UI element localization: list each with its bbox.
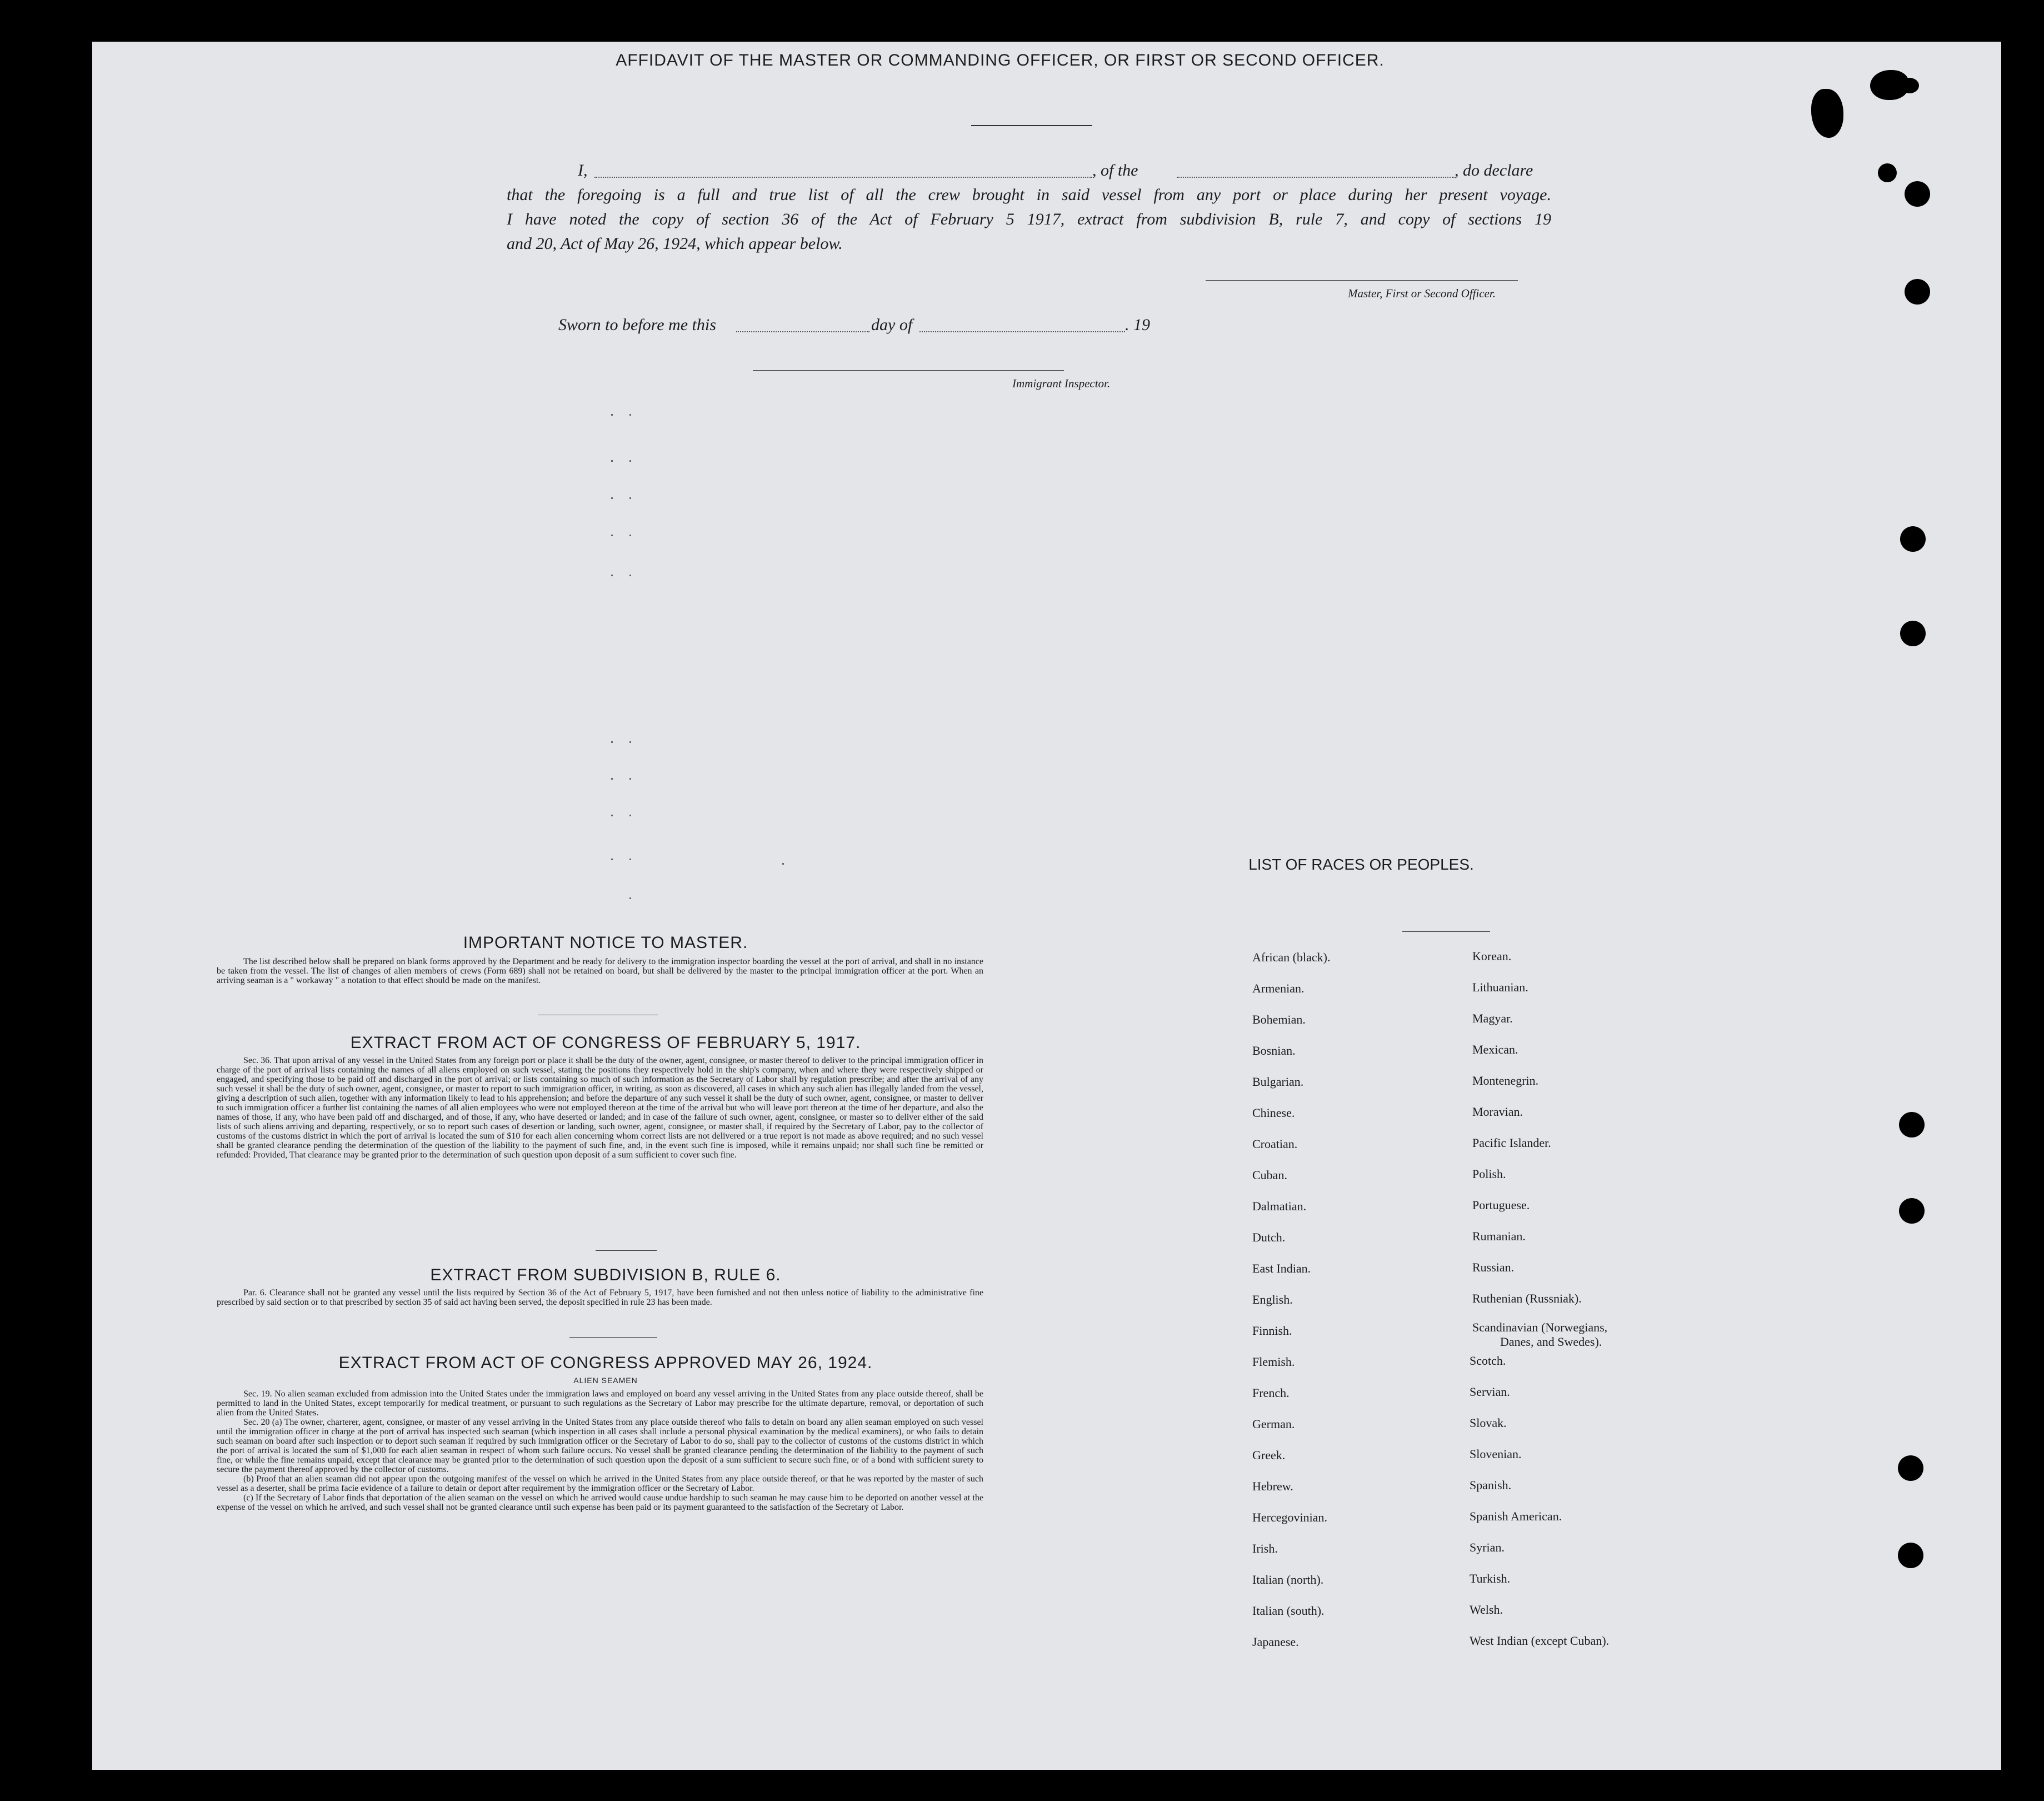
faint-mark [629,859,631,860]
rule-6-body: Par. 6. Clearance shall not be granted any vessel until the lists required by Section 36 of the Act of February 5, 1917, have been furnished and not then unless notice of liability to the administrative fine prescribed by said section or to that prescribed by section 35 of said act having been served, the deposit specified in rule 23 has been made. [217,1288,983,1307]
race-right: Korean. [1472,949,1512,963]
faint-mark [629,741,631,743]
race-right: Turkish. [1470,1571,1511,1585]
binder-hole [1899,1198,1925,1224]
race-right: Magyar. [1472,1011,1513,1025]
race-left: Bohemian. [1252,1012,1306,1026]
notice-body: The list described below shall be prepared on blank forms approved by the Department and be ready for delivery to the immigration inspector boarding the vessel at the port of arrival, and shall in no instance be taken from the vessel. The list of changes of alien members of crews (Form 689) shall not be retained on board, but shall be delivered by the master to the principal immigration officer at the port. When an arriving seaman is a " workaway " a notation to that effect should be made on the manifest. [217,957,983,985]
race-right: Slovenian. [1470,1447,1522,1461]
vessel-blank [1177,177,1455,178]
inspector-signature-line [753,370,1064,371]
race-left: Croatian. [1252,1137,1298,1151]
faint-mark [629,778,631,780]
race-right: Russian. [1472,1260,1515,1274]
race-left: Chinese. [1252,1106,1295,1120]
extract-1924-sec-20a: Sec. 20 (a) The owner, charterer, agent, consignee, or master of any vessel arriving in the United States from any place outside thereof who fails to detain on board any alien seaman employed on such vessel until the immigration officer in charge at the port of arrival has inspected such seaman (which inspection in all cases shall include a personal physical examination by the medical examiners), or who fails to detain such seaman on board after such inspection or to deport such seaman if required by such immigration officer or the Secretary of Labor to do so, shall pay to the collector of customs of the customs district in which the port of arrival is located the sum of $1,000 for each alien seaman in respect of whom such failure occurs. No vessel shall be granted clearance pending the determination of the liability to the payment of such fine, or while the fine remains unpaid, except that clearance may be granted prior to the determination of such question upon the deposit of a sum sufficient to secure such fine, or of a bond with sufficient surety to secure the payment thereof approved by the collector of customs. [217,1418,983,1474]
binder-hole [1899,1112,1925,1138]
race-right: Pacific Islander. [1472,1136,1551,1150]
faint-mark [611,497,613,499]
race-left: Bulgarian. [1252,1075,1304,1089]
affidavit-line-4: and 20, Act of May 26, 1924, which appear below. [507,235,843,253]
faint-mark [629,535,631,536]
faint-mark [611,535,613,536]
master-signature-line [1206,280,1518,281]
sworn-day: day of [871,316,913,334]
race-right: Montenegrin. [1472,1074,1539,1087]
race-left: Armenian. [1252,981,1305,995]
ink-blot [1900,78,1919,93]
race-right: Scotch. [1470,1354,1506,1368]
race-left: Hercegovinian. [1252,1510,1327,1524]
binder-hole [1898,1543,1923,1568]
faint-mark [782,863,784,865]
affidavit-declare: , do declare [1455,161,1533,179]
faint-mark [629,414,631,416]
faint-mark [611,859,613,860]
race-left: Dutch. [1252,1230,1286,1244]
master-caption: Master, First or Second Officer. [1348,287,1496,300]
race-right: Lithuanian. [1472,980,1528,994]
race-right: Servian. [1470,1385,1510,1399]
race-left: East Indian. [1252,1261,1311,1275]
binder-hole [1905,181,1930,207]
extract-1917-divider [596,1250,657,1251]
race-right: Scandinavian (Norwegians, [1472,1320,1608,1334]
faint-mark [611,741,613,743]
race-left: Hebrew. [1252,1479,1293,1493]
race-right: Rumanian. [1472,1229,1526,1243]
race-right: Moravian. [1472,1105,1523,1119]
race-left: German. [1252,1417,1295,1431]
race-right: Spanish American. [1470,1509,1562,1523]
faint-mark [611,815,613,816]
race-left: Japanese. [1252,1635,1299,1649]
sworn-month-blank [919,331,1125,332]
race-right: Portuguese. [1472,1198,1530,1212]
extract-1924-heading: EXTRACT FROM ACT OF CONGRESS APPROVED MAY 26, 1924. [338,1354,873,1372]
binder-hole [1898,1455,1923,1481]
affidavit-of-the: , of the [1092,161,1138,179]
extract-1924-sec-20c: (c) If the Secretary of Labor finds that deportation of the alien seaman on the vessel on which he arrived would cause undue hardship to such seaman he may cause him to be deported on another vessel at the expense of the vessel on which he arrived, and such vessel shall not be granted clearance until such expense has been paid or its payment guaranteed to the satisfaction of the Secretary of Labor. [217,1493,983,1512]
sworn-prefix: Sworn to before me this [558,316,716,334]
race-right: Ruthenian (Russniak). [1472,1291,1582,1305]
race-left: Italian (north). [1252,1573,1324,1587]
faint-mark [629,575,631,576]
race-left: English. [1252,1293,1293,1306]
extract-1924-subheading: ALIEN SEAMEN [573,1376,638,1385]
races-title: LIST OF RACES OR PEOPLES. [1248,856,1474,873]
race-left: African (black). [1252,950,1331,964]
race-left: Greek. [1252,1448,1286,1462]
race-right: Mexican. [1472,1042,1518,1056]
faint-mark [629,897,631,899]
races-title-underline [1402,931,1490,932]
race-left: Cuban. [1252,1168,1287,1182]
binder-hole-partial [1878,163,1897,182]
rule-6-divider [569,1337,657,1338]
faint-mark [629,460,631,462]
race-right: Slovak. [1470,1416,1507,1430]
extract-1924-sec-19: Sec. 19. No alien seaman excluded from admission into the United States under the immigration laws and employed on board any vessel arriving in the United States from any place outside thereof, shall be permitted to land in the United States, except temporarily for medical treatment, or pursuant to such regulations as the Secretary of Labor may prescribe for the ultimate departure, removal, or deportation of such alien from the United States. [217,1389,983,1418]
affidavit-i: I, [578,161,588,179]
race-left: Dalmatian. [1252,1199,1307,1213]
binder-hole [1900,621,1926,646]
notice-heading: IMPORTANT NOTICE TO MASTER. [463,934,748,952]
race-right: Syrian. [1470,1540,1505,1554]
affidavit-title: AFFIDAVIT OF THE MASTER OR COMMANDING OFFICER, OR FIRST OR SECOND OFFICER. [616,51,1385,69]
race-right: Welsh. [1470,1603,1503,1617]
binder-hole [1905,279,1930,305]
inspector-caption: Immigrant Inspector. [1012,377,1111,390]
rule-6-heading: EXTRACT FROM SUBDIVISION B, RULE 6. [430,1266,781,1284]
sworn-year: . 19 [1125,316,1150,334]
faint-mark [611,460,613,462]
extract-1924-body [217,1389,983,1512]
extract-1924-sec-20b: (b) Proof that an alien seaman did not appear upon the outgoing manifest of the vessel on which he arrived in the United States from any place outside thereof, or that he was reported by the master of such vessel as a deserter, shall be prima facie evidence of a failure to detain or deport after requirement by the immigration officer or the Secretary of Labor. [217,1474,983,1493]
race-right: Polish. [1472,1167,1506,1181]
race-left: Irish. [1252,1541,1278,1555]
faint-mark [629,497,631,499]
sworn-day-blank [736,331,869,332]
race-right-continuation: Danes, and Swedes). [1500,1335,1602,1349]
faint-mark [611,414,613,416]
race-left: French. [1252,1386,1290,1400]
affidavit-line-2: that the foregoing is a full and true list of all the crew brought in said vessel from any port or place during her present voyage. [507,186,1551,204]
race-left: Italian (south). [1252,1604,1325,1618]
race-left: Bosnian. [1252,1044,1296,1057]
race-left: Finnish. [1252,1324,1292,1338]
faint-mark [611,778,613,780]
extract-1917-body: Sec. 36. That upon arrival of any vessel in the United States from any foreign port or place it shall be the duty of the owner, agent, consignee, or master thereof to deliver to the principal immigration officer in charge of the port of arrival lists containing the names of all aliens employed on such vessel, stating the positions they respectively hold in the ship's company, when and where they were respectively shipped or engaged, and specifying those to be paid off and discharged in the port of arrival; or lists containing so much of such information as the Secretary of Labor shall by regulation prescribe; and after the arrival of any such vessel it shall be the duty of such owner, agent, consignee, or master to report to such immigration officer, in writing, as soon as discovered, all cases in which any such alien has illegally landed from the vessel, giving a description of such alien, together with any information likely to lead to his apprehension; and before the departure of any such vessel it shall be the duty of such owner, agent, consignee, or master to deliver to such immigration officer a further list containing the names of all alien employees who were not employed thereon at the time of the arrival but who will leave port thereon at the time of her departure, and also the names of those, if any, who have been paid off and discharged, and of those, if any, who have deserted or landed; and in case of the failure of such owner, agent, consignee, or master so to deliver either of the said lists of such aliens arriving and departing, respectively, or so to report such cases of desertion or landing, such owner, agent, consignee, or master shall, if required by the Secretary of Labor, pay to the collector of customs of the customs district in which the port of arrival is located the sum of $10 for each alien concerning whom correct lists are not delivered or a true report is not made as above required; and no such vessel shall be granted clearance pending the determination of the question of the liability to the payment of such fine, and, in the event such fine is imposed, while it remains unpaid; nor shall such fine be remitted or refunded: Provided, That clearance may be granted prior to the determination of such question upon deposit of a sum sufficient to cover such fine. [217,1056,983,1160]
title-underline [971,125,1092,126]
faint-mark [611,575,613,576]
name-blank [594,177,1092,178]
affidavit-line-3: I have noted the copy of section 36 of the Act of February 5 1917, extract from subdivision B, rule 7, and copy of sections 19 [507,210,1551,228]
extract-1917-heading: EXTRACT FROM ACT OF CONGRESS OF FEBRUARY 5, 1917. [350,1034,861,1052]
race-left: Flemish. [1252,1355,1295,1369]
faint-mark [629,815,631,816]
binder-hole [1900,526,1926,552]
race-right: Spanish. [1470,1478,1512,1492]
race-right: West Indian (except Cuban). [1470,1634,1610,1648]
